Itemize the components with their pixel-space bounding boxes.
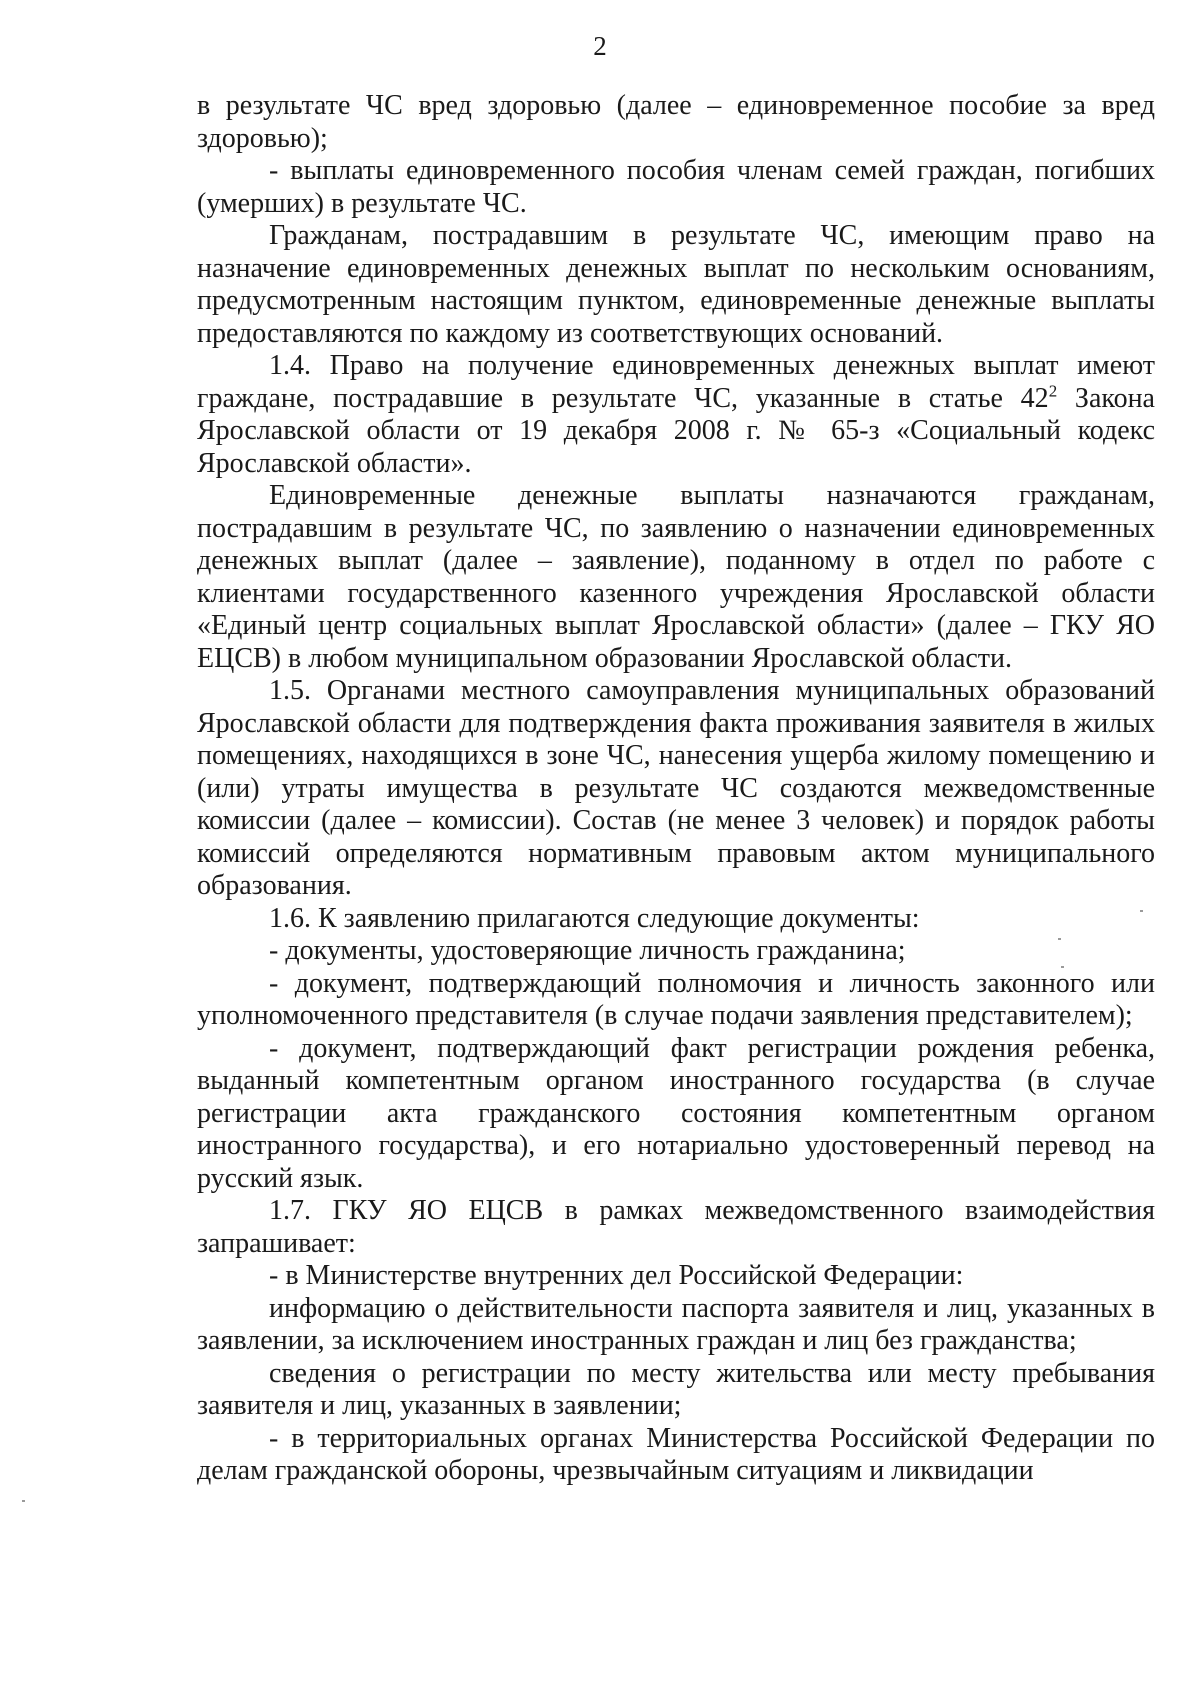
list-item: - документ, подтверждающий факт регистрации рождения ребенка, выданный компетентным органом иностранного государства (в случае регистрации акта гражданского состояния компетентным органом иностранного государства), и его нотариально удостоверенный перевод на русский язык. — [197, 1032, 1155, 1194]
scan-speck — [1140, 910, 1143, 912]
paragraph-article-reference — [197, 350, 1155, 480]
paragraph: Гражданам, пострадавшим в результате ЧС, имеющим право на назначение единовременных денежных выплат по нескольким основаниям, предусмотренным настоящим пунктом, единовременные денежные выплаты предоставляются по каждому из соответствующих оснований. — [197, 220, 1155, 349]
paragraph: 1.6. К заявлению прилагаются следующие документы: — [269, 902, 920, 934]
scan-speck — [22, 1500, 25, 1502]
paragraph: Единовременные денежные выплаты назначаются гражданам, пострадавшим в результате ЧС, по заявлению о назначении единовременных денежных выплат (далее – заявление), поданному в отдел по работе с клиентами государственного казенного учреждения Ярославской области «Единый центр социальных выплат Ярославской области» (далее – ГКУ ЯО ЕЦСВ) в любом муниципальном образовании Ярославской области. — [197, 480, 1155, 674]
superscript: 2 — [1048, 381, 1058, 401]
scan-speck — [1061, 966, 1064, 968]
paragraph: 1.7. ГКУ ЯО ЕЦСВ в рамках межведомственного взаимодействия запрашивает: — [197, 1195, 1155, 1259]
paragraph-text: 1.4. Право на получение единовременных денежных выплат имеют граждане, пострадавшие в результате ЧС, указанные в статье 42 — [197, 350, 1155, 414]
scan-speck — [1058, 938, 1061, 940]
list-item: - в Министерстве внутренних дел Российской Федерации: — [269, 1260, 964, 1291]
list-item: - документ, подтверждающий полномочия и личность законного или уполномоченного представителя (в случае подачи заявления представителем); — [197, 967, 1155, 1031]
paragraph-text-continued: Закона Ярославской области от 19 декабря 2008 г. № 65-з «Социальный кодекс Ярославской области». — [197, 382, 1155, 479]
list-item: - документы, удостоверяющие личность гражданина; — [269, 935, 906, 966]
list-item: - в территориальных органах Министерства Российской Федерации по делам гражданской обороны, чрезвычайным ситуациям и ликвидации — [197, 1422, 1155, 1486]
page-number: 2 — [593, 31, 607, 61]
document-body — [197, 90, 1155, 1488]
paragraph: информацию о действительности паспорта заявителя и лиц, указанных в заявлении, за исключением иностранных граждан и лиц без гражданства; — [197, 1292, 1155, 1356]
paragraph: сведения о регистрации по месту жительства или месту пребывания заявителя и лиц, указанных в заявлении; — [197, 1357, 1155, 1421]
paragraph: - выплаты единовременного пособия членам семей граждан, погибших (умерших) в результате ЧС. — [197, 155, 1155, 219]
paragraph: в результате ЧС вред здоровью (далее – единовременное пособие за вред здоровью); — [197, 90, 1155, 154]
paragraph: 1.5. Органами местного самоуправления муниципальных образований Ярославской области для подтверждения факта проживания заявителя в жилых помещениях, находящихся в зоне ЧС, нанесения ущерба жилому помещению и (или) утраты имущества в результате ЧС создаются межведомственные комиссии (далее – комиссии). Состав (не менее 3 человек) и порядок работы комиссий определяются нормативным правовым актом муниципального образования. — [197, 675, 1155, 901]
